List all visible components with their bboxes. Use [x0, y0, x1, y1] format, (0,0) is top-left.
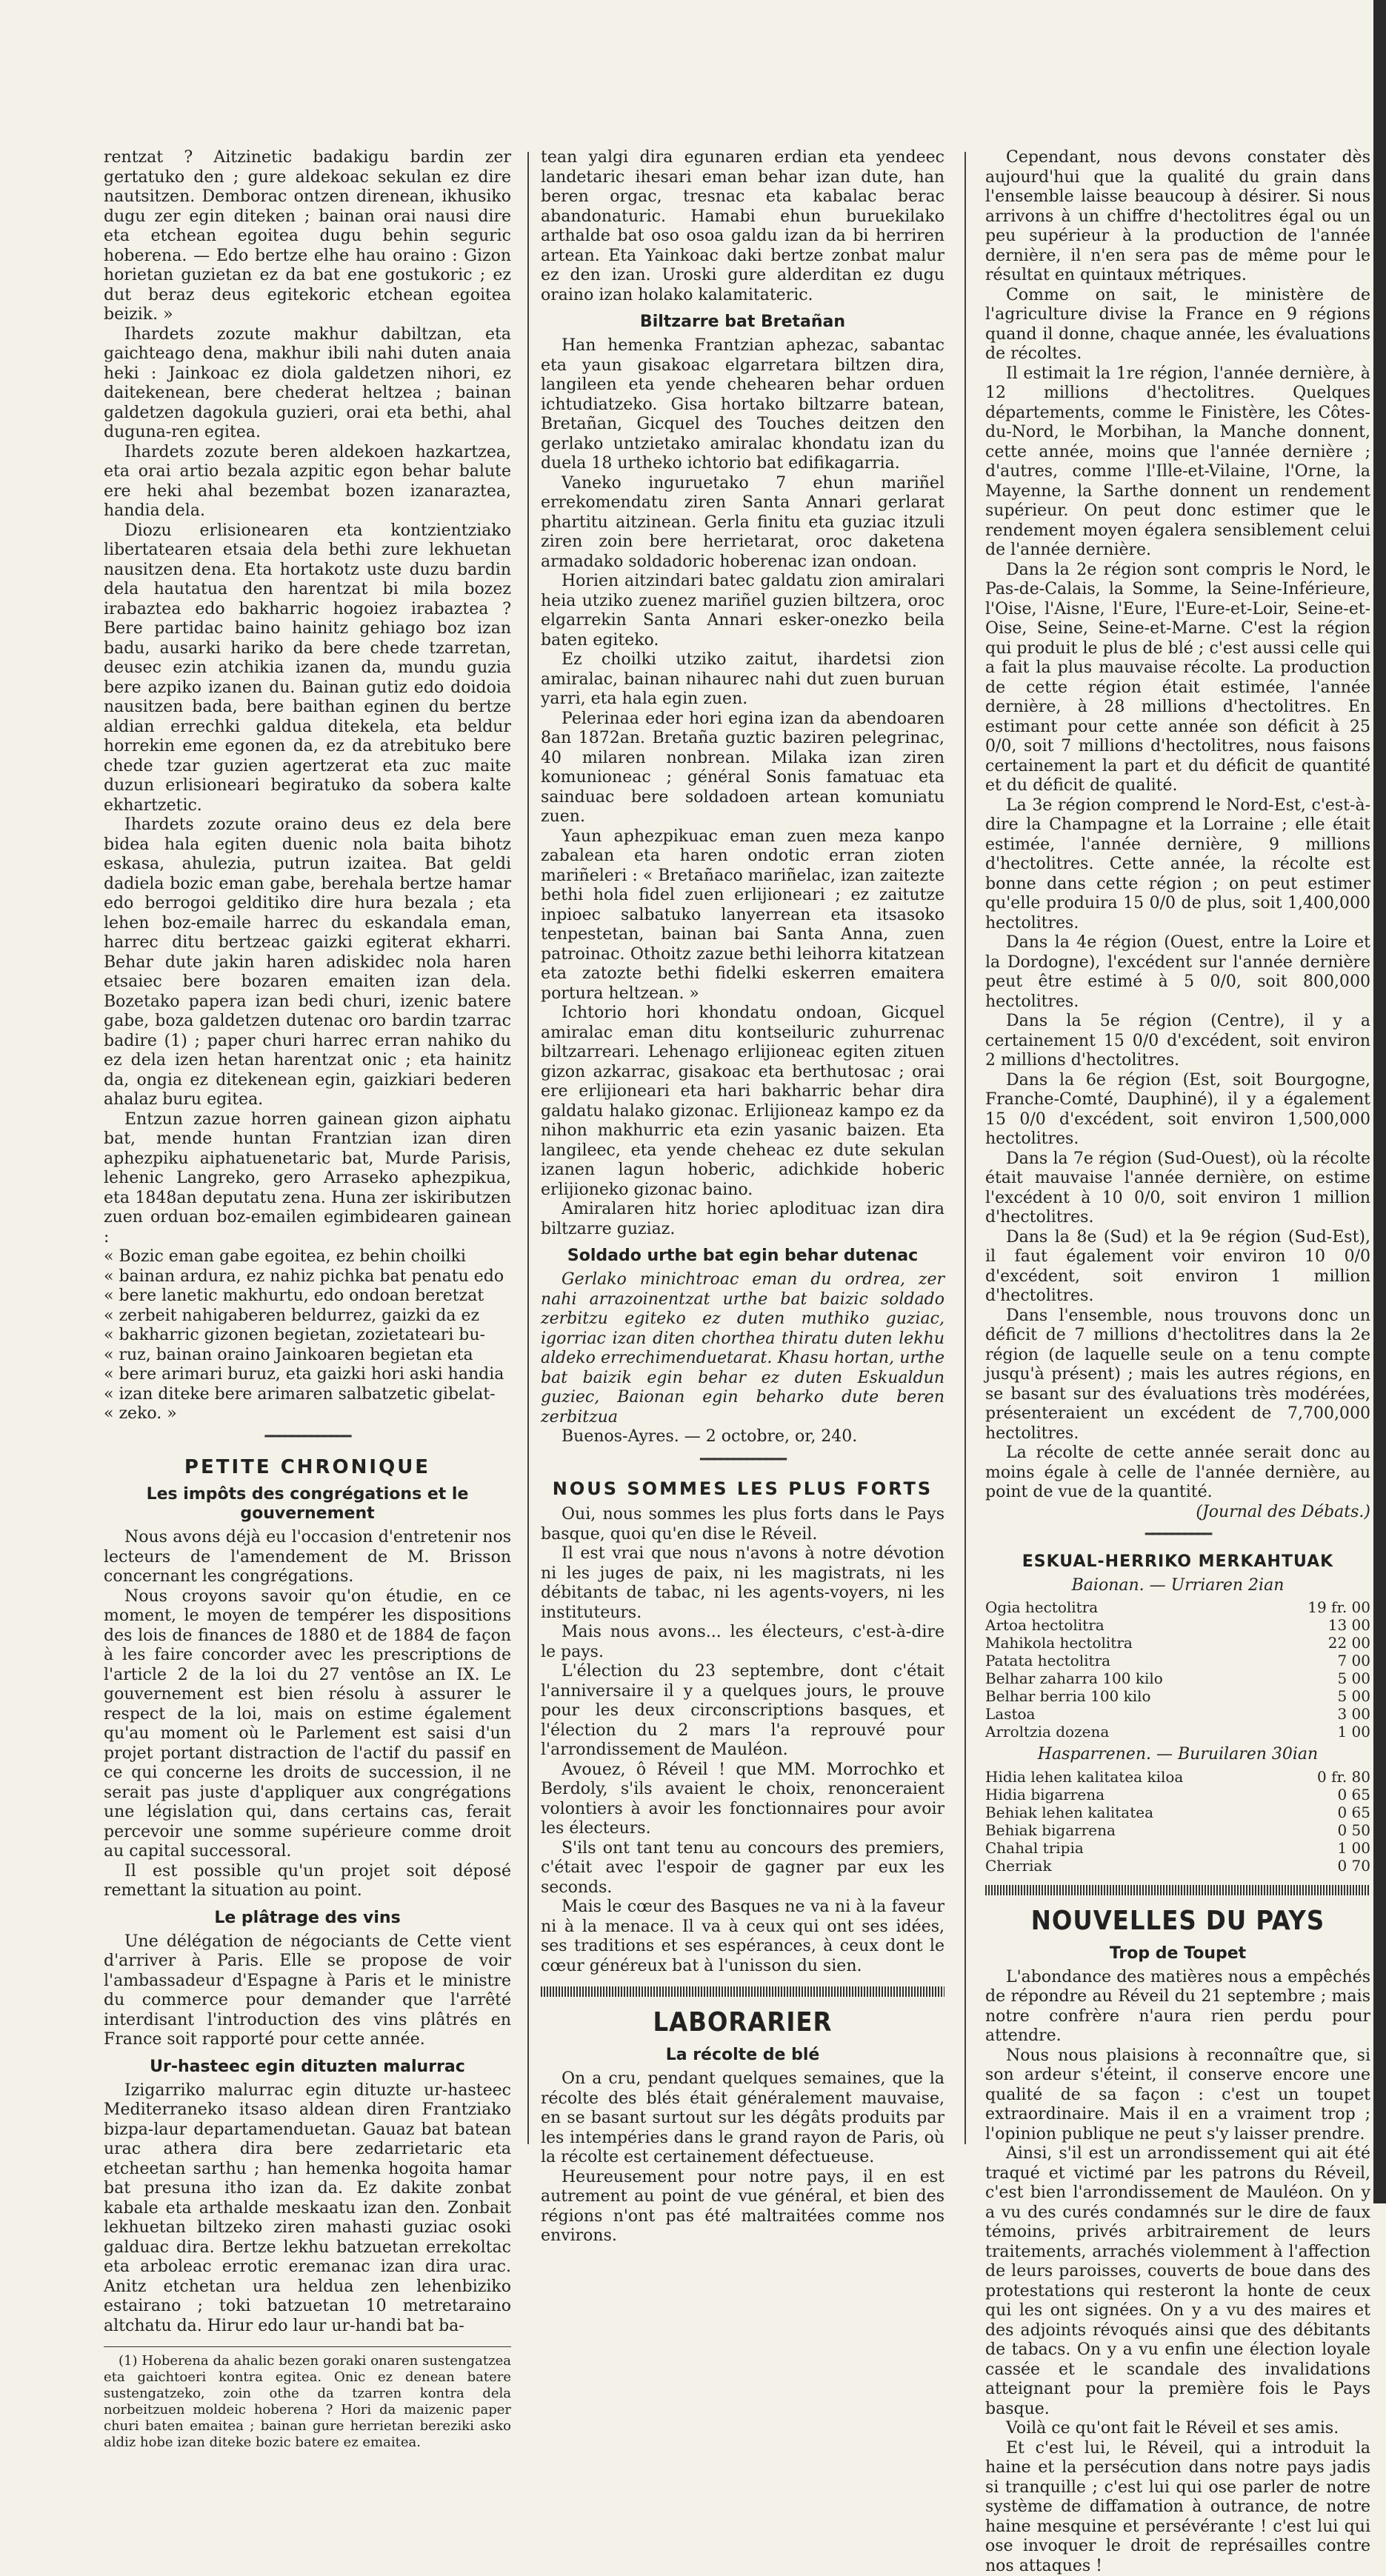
quote-line: « izan diteke bere arimaren salbatzetic gibelat- — [104, 1385, 511, 1405]
quote-line: « zeko. » — [104, 1404, 511, 1424]
paragraph: Mais le cœur des Basques ne va ni à la faveur ni à la menace. Il va à ceux qui ont ses idées, ses traditions et ses espérances, à ceux dont le cœur généreux bat à l'unisson du sien. — [541, 1898, 944, 1976]
market-heading-baionan: Baionan. — Urriaren 2ian — [985, 1576, 1370, 1596]
table-row — [985, 1598, 1370, 1616]
paragraph: Et c'est lui, le Réveil, qui a introduit la haine et la persécution dans notre pays jadis si tranquille ; c'est lui qui ose parler de notre système de diffamation à outrance, de notre haine mesquine et persévérante ! c'est lui qui ose invoquer le droit de représailles contre nos attaques ! — [985, 2439, 1370, 2576]
paragraph: Yaun aphezpikuac eman zuen meza kanpo zabalean eta haren ondotic erran zioten mariñeleri : « Bretañaco mariñelac, izan zaitezte bethi hola fidel zuen erlijioneari ; ez zaitutze inpioec salbatuko lanyerrean eta itsasoko tenpestetan, bainan bai Santa Anna, zuen patroinac. Othoitz zazue bethi leihorra kitatzean eta zatozte bethi fidelki eskerren emaitera portura heltzean. » — [541, 827, 944, 1004]
column-2 — [541, 148, 944, 2178]
paragraph: La 3e région comprend le Nord-Est, c'est-à-dire la Champagne et la Lorraine ; elle était estimée, l'année dernière, 9 millions d'hectolitres. Cette année, la récolte est bonne dans cette région ; on peut estimer qu'elle produira 15 0/0 de plus, soit 1,400,000 hectolitres. — [985, 796, 1370, 934]
market-item: Arroltzia dozena — [985, 1723, 1307, 1741]
paragraph: Mais nous avons... les électeurs, c'est-à-dire le pays. — [541, 1623, 944, 1662]
paragraph: Dans l'ensemble, nous trouvons donc un déficit de 7 millions d'hectolitres dans la 2e région (de laquelle seule on a tenu compte jusqu'à présent) ; mais les autres régions, en se basant sur des évaluations très modérées, présenteraient un excédent de 7,700,000 hectolitres. — [985, 1307, 1370, 1444]
paragraph: Heureusement pour notre pays, il en est autrement au point de vue général, et bien des régions n'ont pas été maltraitées comme nos environs. — [541, 2168, 944, 2246]
section-title-petite-chronique: PETITE CHRONIQUE — [104, 1457, 511, 1478]
footnote-text: (1) Hoberena da ahalic bezen goraki onaren sustengatzea eta gaichtoeri kontra egitea. Onic ez denean batere sustengatzeko, zoin othe da tzarren kontra dela norbeitzuen moldeic hoberena ? Hori da maizenic paper churi baten emaitea ; bainan gure herrietan bereziki asko aldiz hobe izan diteke bozic batere ez emaitea. — [104, 2353, 511, 2451]
footnote — [104, 2346, 511, 2451]
paragraph: Nous nous plaisions à reconnaître que, si son ardeur s'éteint, il conserve encore une qualité de sa façon : c'est un toupet extraordinaire. Mais il en a vraiment trop ; l'opinion publique ne peut s'y laisser prendre. — [985, 2046, 1370, 2145]
table-row — [985, 1803, 1370, 1821]
market-price: 7 00 — [1307, 1652, 1370, 1669]
paragraph: Ichtorio hori khondatu ondoan, Gicquel amiralac eman ditu kontseiluric zuhurrenac biltzarreari. Lehenago erlijioneac egiten zituen gizon azkarrac, gisakoac eta berthutosac ; orai ere erlijioneari eta hari bakharric behar dira galdatu halako gizonac. Erlijioneaz kampo ez da nihon makhurric eta ezin yasanic baizen. Eta langileec, eta yende cheheac ez dute sekulan izanen lagun hoberic, adichkide hoberic erlijioneko gizonac baino. — [541, 1004, 944, 1200]
table-row — [985, 1687, 1370, 1705]
paragraph: Voilà ce qu'ont fait le Réveil et ses amis. — [985, 2419, 1370, 2439]
paragraph: Il estimait la 1re région, l'année dernière, à 12 millions d'hectolitres. Quelques départements, comme le Finistère, les Côtes-du-Nord, le Morbihan, la Manche donnent, cette année, moins que l'année dernière ; d'autres, comme l'Ille-et-Vilaine, l'Orne, la Mayenne, la Sarthe donnent un rendement supérieur. On peut donc estimer que le rendement moyen égalera sensiblement celui de l'année dernière. — [985, 364, 1370, 561]
ornament-divider: ━━━━━━━━━━━━━ — [541, 1450, 944, 1470]
market-item: Behiak bigarrena — [985, 1821, 1317, 1839]
market-item: Patata hectolitra — [985, 1652, 1307, 1669]
market-item: Hidia bigarrena — [985, 1786, 1317, 1803]
quote-line: « bainan ardura, ez nahiz pichka bat penatu edo — [104, 1267, 511, 1287]
page-edge — [1373, 0, 1386, 2203]
paragraph: Amiralaren hitz horiec aplodituac izan dira biltzarre guziaz. — [541, 1200, 944, 1239]
market-table-baionan — [985, 1598, 1370, 1741]
heading-platrage: Le plâtrage des vins — [104, 1909, 511, 1928]
column-3 — [985, 148, 1370, 2178]
paragraph: Nous avons déjà eu l'occasion d'entretenir nos lecteurs de l'amendement de M. Brisson concernant les congrégations. — [104, 1528, 511, 1587]
paragraph: Han hemenka Frantzian aphezac, sabantac eta yaun gisakoac elgarretara biltzen dira, langileen eta yende chehearen behar orduen ichtudiatzeko. Gisa hortako biltzarre batean, Bretañan, Gicquel des Touches deitzen den gerlako untzietako amiralac khondatu izan du duela 18 urtheko ichtorio bat edifikagarria. — [541, 336, 944, 474]
quote-line: « zerbeit nahigaberen beldurrez, gaizki da ez — [104, 1307, 511, 1327]
paragraph: Dans la 8e (Sud) et la 9e région (Sud-Est), il faut également voir environ 10 0/0 d'excédent, soit environ 1 million d'hectolitres. — [985, 1228, 1370, 1307]
ornament-divider: ━━━━━━━━━━ — [985, 1525, 1370, 1545]
paragraph: Dans la 6e région (Est, soit Bourgogne, Franche-Comté, Dauphiné), il y a également 15 0/0 d'excédent, soit environ 1,500,000 hectolitres. — [985, 1071, 1370, 1149]
market-price: 5 00 — [1307, 1687, 1370, 1705]
market-price: 13 00 — [1307, 1616, 1370, 1634]
section-title-laborarier: LABORARIER — [541, 2007, 944, 2038]
market-price: 1 00 — [1317, 1839, 1370, 1857]
paragraph: Dans la 5e région (Centre), il y a certainement 15 0/0 d'excédent, soit environ 2 millions d'hectolitres. — [985, 1012, 1370, 1071]
paragraph: rentzat ? Aitzinetic badakigu bardin zer gertatuko den ; gure aldekoac sekulan ez dire nautsitzen. Demborac ontzen direnean, ikhusiko dugu zer egin diteken ; bainan orai nausi dire eta etchean egoitea dugu behin seguric hoberena. — Edo bertze elhe hau oraino : Gizon horietan guzietan ez da bat ene gostukoric ; ez dut beraz deus egitekoric etchean egoitea beizik. » — [104, 148, 511, 325]
paragraph: Ez choilki utziko zaitut, ihardetsi zion amiralac, bainan nihaurec nahi dut zuen buruan yarri, eta hala egin zuen. — [541, 650, 944, 710]
table-row — [985, 1652, 1370, 1669]
market-heading-hasparrenen: Hasparrenen. — Buruilaren 30ian — [985, 1745, 1370, 1765]
paragraph: Ihardets zozute makhur dabiltzan, eta gaichteago dena, makhur ibili nahi duten anaia heki : Jainkoac ez diola galdetzen nihori, ez daitekenean, bere chederat heltzea ; bainan galdetzen dagokula guzieri, orai eta bethi, ahal duguna-ren egitea. — [104, 325, 511, 443]
heading-biltzarre: Biltzarre bat Bretañan — [541, 313, 944, 332]
market-item: Chahal tripia — [985, 1839, 1317, 1857]
market-item: Artoa hectolitra — [985, 1616, 1307, 1634]
market-item: Belhar zaharra 100 kilo — [985, 1669, 1307, 1687]
table-row — [985, 1723, 1370, 1741]
paragraph: La récolte de cette année serait donc au moins égale à celle de l'année dernière, au point de vue de la quantité. — [985, 1444, 1370, 1503]
paragraph: Pelerinaa eder hori egina izan da abendoaren 8an 1872an. Bretaña guztic baziren pelegrinac, 40 milaren nonbrean. Milaka izan ziren komunioneac ; général Sonis famatuac eta sainduac bere soldadoen artean komuniatu zuen. — [541, 710, 944, 827]
market-price: 22 00 — [1307, 1634, 1370, 1652]
section-title-nouvelles: NOUVELLES DU PAYS — [985, 1906, 1370, 1937]
market-price: 3 00 — [1307, 1705, 1370, 1723]
market-price: 0 65 — [1317, 1786, 1370, 1803]
table-row — [985, 1857, 1370, 1875]
paragraph: Vaneko inguruetako 7 ehun mariñel errekomendatu ziren Santa Annari gerlarat phartitu aitzinean. Gerla finitu eta guziac itzuli ziren zoin bere herrietarat, oroc daketena armadako soldadoric hoberenac izan ondoan. — [541, 474, 944, 573]
parisis-quote — [104, 1247, 511, 1424]
market-price: 0 65 — [1317, 1803, 1370, 1821]
quote-line: « bere arimari buruz, eta gaizki hori aski handia — [104, 1365, 511, 1385]
paragraph: Avouez, ô Réveil ! que MM. Morrochko et Berdoly, s'ils avaient le choix, renonceraient volontiers à avoir les fonctionnaires pour avoir les électeurs. — [541, 1761, 944, 1839]
dateline: Buenos-Ayres. — 2 octobre, or, 240. — [541, 1427, 944, 1447]
paragraph: Dans la 2e région sont compris le Nord, le Pas-de-Calais, la Somme, la Seine-Inférieure, l'Oise, l'Aisne, l'Eure, l'Eure-et-Loir, Seine-et-Oise, Seine, Seine-et-Marne. C'est la région qui produit le plus de blé ; c'est aussi celle qui a fait la plus mauvaise récolte. La production de cette région était estimée, l'année dernière, à 28 millions d'hectolitres. En estimant pour cette année son déficit à 25 0/0, soit 7 millions d'hectolitres, nous faisons certainement la part et du déficit de quantité et du déficit de qualité. — [985, 561, 1370, 796]
paragraph: Izigarriko malurrac egin dituzte ur-hasteec Mediterraneko itsaso aldean diren Frantziako bizpa-laur departamenduetan. Gauaz bat batean urac athera dira bere zedarrietaric eta etcheetan sarthu ; han hemenka hogoita hamar bat presuna itho izan da. Ez dakite zonbat kabale eta arthalde meskaatu izan den. Zonbait lekhuetan biltzeko ziren mahasti guziac osoki galduac dira. Bertze lekhu batzuetan errekoltac eta arboleac errotic eremanac izan dira urac. Anitz etchetan ura heldua zen lehenbiziko estairano ; toki batzuetan 10 metretaraino altchatu da. Hirur edo laur ur-handi bat ba- — [104, 2081, 511, 2337]
table-row — [985, 1768, 1370, 1786]
table-row — [985, 1669, 1370, 1687]
market-item: Mahikola hectolitra — [985, 1634, 1307, 1652]
quote-line: « ruz, bainan oraino Jainkoaren begietan eta — [104, 1346, 511, 1366]
paragraph: Nous croyons savoir qu'on étudie, en ce moment, le moyen de tempérer les dispositions des lois de finances de 1880 et de 1884 de façon à les faire concorder avec les prescriptions de l'article 2 de la loi du 27 ventôse an IX. Le gouvernement est bien résolu à assurer le respect de la loi, mais on estime également qu'au moment où le Parlement est saisi d'un projet portant distraction de l'actif du passif en ce qui concerne les droits de succession, il ne serait pas juste d'appliquer aux congrégations une législation qui, dans certains cas, ferait percevoir une somme supérieure comme droit au capital successoral. — [104, 1587, 511, 1862]
paragraph: Horien aitzindari batec galdatu zion amiralari heia utziko zuenez mariñel guzien biltzera, oroc elgarrekin Santa Annari esker-onezko beila baten egiteko. — [541, 572, 944, 650]
paragraph: Il est vrai que nous n'avons à notre dévotion ni les juges de paix, ni les magistrats, ni les débitants de tabac, ni les agents-voyers, ni les instituteurs. — [541, 1544, 944, 1623]
market-table-hasparrenen — [985, 1768, 1370, 1875]
table-row — [985, 1634, 1370, 1652]
quote-line: « bere lanetic makhurtu, edo ondoan beretzat — [104, 1287, 511, 1307]
paragraph: Ainsi, s'il est un arrondissement qui ait été traqué et victimé par les patrons du Réveil, c'est bien l'arrondissement de Mauléon. On y a vu des curés condamnés sur le dire de faux témoins, privés arbitrairement de leurs traitements, arrachés violemment à l'affection de leurs paroisses, couverts de boue dans des protestations qui resteront la honte de ceux qui les ont signées. On y a vu des maires et des adjoints révoqués ainsi que des débitants de tabacs. On y a vu enfin une élection loyale cassée et le scandale des invalidations atteignant pour la première fois le Pays basque. — [985, 2144, 1370, 2419]
table-row — [985, 1705, 1370, 1723]
paragraph: Entzun zazue horren gainean gizon aiphatu bat, mende huntan Frantzian izan diren aphezpiku aiphatuenetaric bat, Murde Parisis, lehenic Langreko, gero Arraseko aphezpikua, eta 1848an deputatu zena. Huna zer iskiributzen zuen orduan boz-emailen egimbidearen gainean : — [104, 1110, 511, 1248]
paragraph: L'abondance des matières nous a empêchés de répondre au Réveil du 21 septembre ; mais notre confrère n'aura rien perdu pour attendre. — [985, 1968, 1370, 2046]
market-item: Cherriak — [985, 1857, 1317, 1875]
paragraph: L'élection du 23 septembre, dont c'était l'anniversaire il y a quelques jours, le prouve pour les deux circonscriptions basques, et l'élection du 2 mars l'a reprouvé pour l'arrondissement de Mauléon. — [541, 1662, 944, 1761]
hatched-divider — [985, 1885, 1370, 1895]
paragraph: Ihardets zozute oraino deus ez dela bere bidea hala egiten duenic nola baita bihotz eskasa, ahulezia, putrun izaitea. Bat geldi dadiela bozic eman gabe, berehala bertze hamar edo berrogoi gelditiko dire hura bezala ; eta lehen boz-emaile harrec du eskandala eman, harrec ditu bertzeac gaizki egiterat ekharri. Behar dute jakin haren adiskidec nola haren etsaiec bere bozaren emaiten izan dela. Bozetako papera izan bedi churi, izenic batere gabe, boza galdetzen dutenac oro bardin tzarrac badire (1) ; paper churi harrec erran nahiko du ez dela izen hetan harentzat onic ; eta hainitz da, ongia ez ditekenean egin, gaizkiari bederen ahalaz buru egitea. — [104, 815, 511, 1110]
market-price: 1 00 — [1307, 1723, 1370, 1741]
market-price: 0 50 — [1317, 1821, 1370, 1839]
paragraph: Ihardets zozute beren aldekoen hazkartzea, eta orai artio bezala azpitic egon behar balute ere heki ahal bezembat bozen izanaraztea, handia dela. — [104, 443, 511, 521]
paragraph: Une délégation de négociants de Cette vient d'arriver à Paris. Elle se propose de voir l'ambassadeur d'Espagne à Paris et le ministre du commerce pour demander que l'arrêté interdisant l'introduction des vins plâtrés en France soit rapporté pour cette année. — [104, 1932, 511, 2050]
table-row — [985, 1839, 1370, 1857]
heading-urhasteec: Ur-hasteec egin dituzten malurrac — [104, 2058, 511, 2077]
table-row — [985, 1616, 1370, 1634]
heading-recolte: La récolte de blé — [541, 2046, 944, 2065]
market-item: Ogia hectolitra — [985, 1598, 1307, 1616]
market-item: Behiak lehen kalitatea — [985, 1803, 1317, 1821]
heading-impots: Les impôts des congrégations et le gouvernement — [104, 1485, 511, 1524]
heading-toupet: Trop de Toupet — [985, 1944, 1370, 1963]
market-price: 0 70 — [1317, 1857, 1370, 1875]
ornament-divider: ━━━━━━━━━━━━━ — [104, 1427, 511, 1447]
table-row — [985, 1821, 1370, 1839]
paragraph: S'ils ont tant tenu au concours des premiers, c'était avec l'espoir de gagner par eux les seconds. — [541, 1839, 944, 1898]
paragraph: Cependant, nous devons constater dès aujourd'hui que la qualité du grain dans l'ensemble laisse beaucoup à désirer. Si nous arrivons à un chiffre d'hectolitres égal ou un peu supérieur à la production de l'année dernière, il n'en sera pas de même pour le résultat en quintaux métriques. — [985, 148, 1370, 286]
paragraph: Il est possible qu'un projet soit déposé remettant la situation au point. — [104, 1862, 511, 1901]
paragraph: Dans la 7e région (Sud-Ouest), où la récolte était mauvaise l'année dernière, on estime l'excédent à 10 0/0, soit environ 1 million d'hectolitres. — [985, 1149, 1370, 1228]
market-price: 19 fr. 00 — [1307, 1598, 1370, 1616]
quote-line: « bakharric gizonen begietan, zozietateari bu- — [104, 1326, 511, 1346]
table-row — [985, 1786, 1370, 1803]
source-credit: (Journal des Débats.) — [985, 1503, 1370, 1523]
market-item: Belhar berria 100 kilo — [985, 1687, 1307, 1705]
paragraph: Dans la 4e région (Ouest, entre la Loire et la Dordogne), l'excédent sur l'année dernière peut être estimé à 5 0/0, soit 800,000 hectolitres. — [985, 933, 1370, 1012]
paragraph: Diozu erlisionearen eta kontzientziako libertatearen etsaia dela bethi zure lekhuetan nausitzen dena. Eta hortakotz uste duzu bardin dela hautatua den harentzat bi mila bozez irabaztea edo bakharric hogoiez irabaztea ? Bere partidac baino hainitz gehiago boz izan badu, ausarki hariko da bere chede tzarretan, deusec ezin atchikia izanen da, mundu guzia bere azpiko izanen du. Bainan gutiz edo doidoia nausitzen bada, bere baithan eginen du bertze aldian errechki galdua ditekela, eta beldur horrekin eme egonen da, ez da atrebituko bere chede tzar guzien agertzerat eta zuc maite duzun erlisioneari begiratuko da sobera kalte ekhartzetic. — [104, 521, 511, 816]
paragraph: Oui, nous sommes les plus forts dans le Pays basque, quoi qu'en dise le Réveil. — [541, 1505, 944, 1544]
market-price: 0 fr. 80 — [1317, 1768, 1370, 1786]
column-rule — [964, 152, 966, 2144]
paragraph: Comme on sait, le ministère de l'agriculture divise la France en 9 régions quand il donne, chaque année, les évaluations de récoltes. — [985, 286, 1370, 364]
paragraph: On a cru, pendant quelques semaines, que la récolte des blés était généralement mauvaise, en se basant surtout sur les dégâts produits par les intempéries dans le grand rayon de Paris, où la récolte est certainement défectueuse. — [541, 2069, 944, 2168]
column-rule — [527, 152, 529, 2144]
heading-merkahtuak: ESKUAL-HERRIKO MERKAHTUAK — [985, 1552, 1370, 1572]
market-item: Hidia lehen kalitatea kiloa — [985, 1768, 1317, 1786]
column-1 — [104, 148, 511, 2178]
heading-soldado: Soldado urthe bat egin behar dutenac — [541, 1247, 944, 1266]
hatched-divider — [541, 1986, 944, 1997]
heading-plus-forts: NOUS SOMMES LES PLUS FORTS — [541, 1478, 944, 1499]
market-item: Lastoa — [985, 1705, 1307, 1723]
market-price: 5 00 — [1307, 1669, 1370, 1687]
paragraph: tean yalgi dira egunaren erdian eta yendeec landetaric ihesari eman behar izan dute, han beren orgac, tresnac eta kabalac berac abandonaturic. Hamabi ehun buruekilako arthalde bat oso osoa galdu izan da bi herriren artean. Eta Yainkoac daki bertze zonbat malur ez den izan. Uroski gure alderditan ez dugu oraino izan holako kalamitateric. — [541, 148, 944, 305]
paragraph: Gerlako minichtroac eman du ordrea, zer nahi arrazoinentzat urthe bat baizic soldado zerbitzu egiteko ez duten muthiko guziac, igorriac izan diten chorthea thiratu duten lekhu aldeko errechimenduetarat. Khasu hortan, urthe bat baizik egin behar ez duten Eskualdun guziec, Baionan egin beharko dute beren zerbitzua — [541, 1270, 944, 1427]
quote-line: « Bozic eman gabe egoitea, ez behin choilki — [104, 1247, 511, 1267]
